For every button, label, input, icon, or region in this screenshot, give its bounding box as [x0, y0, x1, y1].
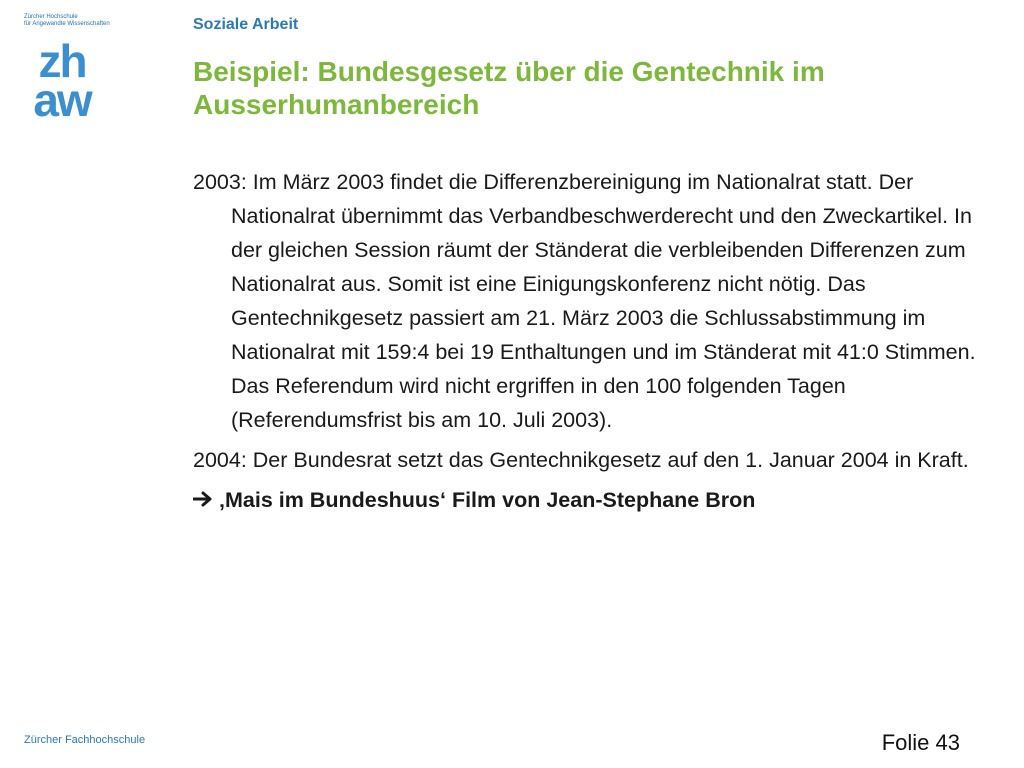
department-label: Soziale Arbeit [193, 16, 299, 33]
slide-title: Beispiel: Bundesgesetz über die Gentechnik im Ausserhumanbereich [193, 56, 825, 120]
right-arrow-icon [193, 491, 213, 507]
logo-zh: zh [38, 40, 86, 87]
paragraph-2004: 2004: Der Bundesrat setzt das Gentechnikgesetz auf den 1. Januar 2004 in Kraft. [193, 448, 969, 472]
institution-line-1: Zürcher Hochschule [24, 14, 78, 20]
zhaw-logo [22, 40, 102, 122]
institution-line-2: für Angewandte Wissenschaften [24, 21, 110, 27]
paragraph-2003: 2003: Im März 2003 findet die Differenzbereinigung im Nationalrat statt. Der Nationalrat übernimmt das Verbandbeschwerderecht und den Zweckartikel. In der gleichen Session räumt der Ständerat die verbleibenden Differenzen zum Nationalrat aus. Somit ist eine Einigungskonferenz nicht nötig. Das Gentechnikgesetz passiert am 21. März 2003 die Schlussabstimmung im Nationalrat mit 159:4 bei 19 Enthaltungen und im Ständerat mit 41:0 Stimmen. Das Referendum wird nicht ergriffen in den 100 folgenden Tagen (Referendumsfrist bis am 10. Juli 2003). [193, 170, 976, 432]
film-reference [193, 483, 983, 517]
institution-name [24, 14, 134, 28]
slide-number: Folie 43 [881, 730, 960, 755]
footer-school: Zürcher Fachhochschule [24, 734, 146, 746]
slide-body [193, 165, 983, 517]
logo-aw: aw [33, 74, 91, 122]
film-reference-text: ‚Mais im Bundeshuus‘ Film von Jean-Stephane Bron [219, 488, 756, 512]
